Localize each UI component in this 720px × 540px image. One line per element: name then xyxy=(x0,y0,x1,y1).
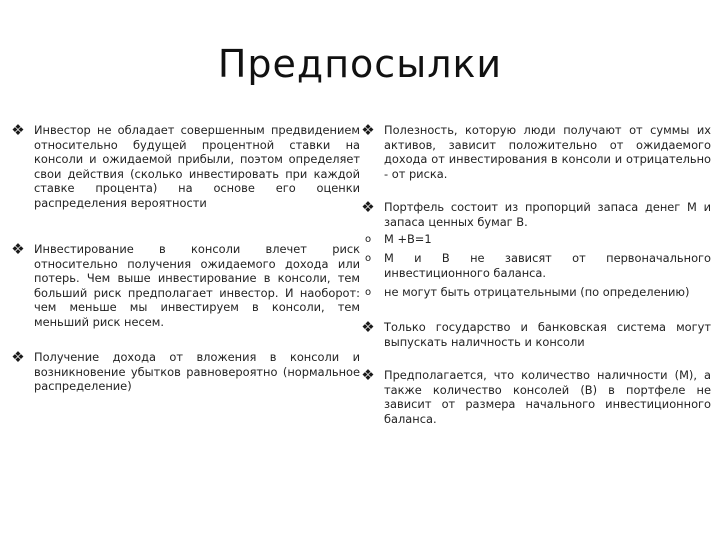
list-item xyxy=(358,200,711,229)
list-item-text: Предполагается, что количество наличности (M), а также количество консолей (B) в портфеле не зависит от размера начального инвестиционного баланса. xyxy=(384,368,711,426)
diamond-bullet-icon: ❖ xyxy=(361,121,375,139)
list-item-text: Портфель состоит из пропорций запаса денег M и запаса ценных бумаг B. xyxy=(384,200,711,229)
circle-bullet-icon: o xyxy=(364,253,372,264)
list-item xyxy=(358,320,711,349)
list-item-text: Только государство и банковская система могут выпускать наличность и консоли xyxy=(384,320,711,349)
list-item-text: Получение дохода от вложения в консоли и возникновение убытков равновероятно (нормальное распределение) xyxy=(34,350,360,393)
slide-title: Предпосылки xyxy=(217,42,503,86)
list-item-text: M +B=1 xyxy=(384,232,432,246)
list-item-text: Инвестирование в консоли влечет риск относительно получения ожидаемого дохода или потерь. Чем выше инвестирование в консоли, тем больший риск предполагает инвестор. И наоборот: чем меньше мы инвестируем в консоли, тем меньший риск несем. xyxy=(34,242,360,329)
list-item xyxy=(358,232,711,247)
circle-bullet-icon: o xyxy=(364,287,372,298)
diamond-bullet-icon: ❖ xyxy=(361,198,375,216)
list-item-text: не могут быть отрицательными (по определению) xyxy=(384,285,690,299)
diamond-bullet-icon: ❖ xyxy=(11,240,25,258)
diamond-bullet-icon: ❖ xyxy=(361,366,375,384)
diamond-bullet-icon: ❖ xyxy=(11,348,25,366)
list-item xyxy=(8,123,360,210)
list-item-text: Полезность, которую люди получают от суммы их активов, зависит положительно от ожидаемого дохода от инвестирования в консоли и отрицательно - от риска. xyxy=(384,123,711,181)
list-item xyxy=(358,368,711,426)
list-item-text: M и B не зависят от первоначального инвестиционного баланса. xyxy=(384,251,711,280)
list-item-text: Инвестор не обладает совершенным предвидением относительно будущей процентной ставки на консоли и ожидаемой прибыли, поэтом определяет свои действия (сколько инвестировать при каждой ставке процента) на основе его оценки распределения вероятности xyxy=(34,123,360,210)
circle-bullet-icon: o xyxy=(364,234,372,245)
list-item xyxy=(8,242,360,329)
list-item xyxy=(8,350,360,394)
list-item xyxy=(358,123,711,181)
list-item xyxy=(358,251,711,280)
diamond-bullet-icon: ❖ xyxy=(11,121,25,139)
diamond-bullet-icon: ❖ xyxy=(361,318,375,336)
list-item xyxy=(358,285,711,300)
